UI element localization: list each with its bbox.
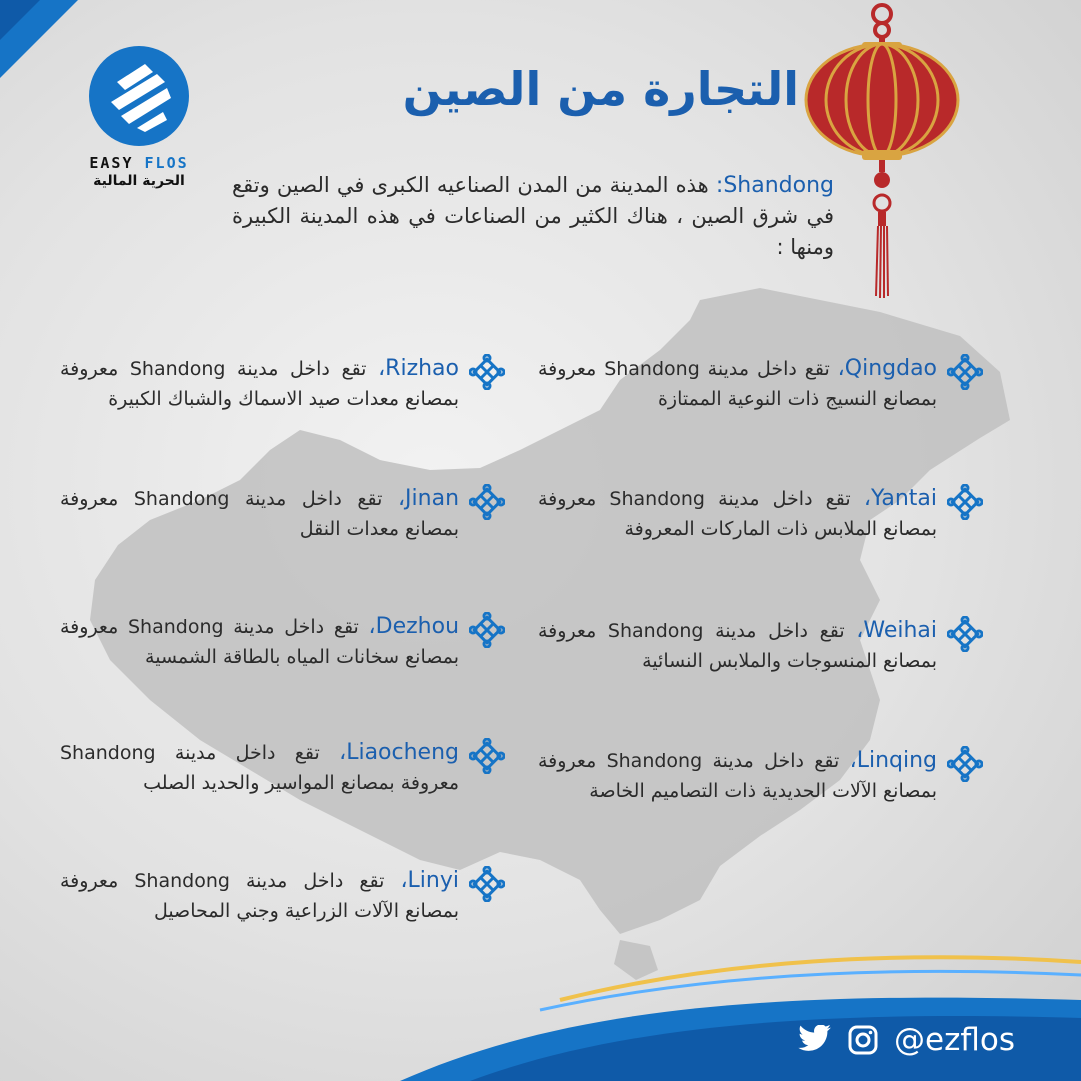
city-name: Yantai، [863,486,937,511]
brand-name-part1: EASY [89,154,134,172]
brand-name-en [84,154,194,172]
city-description [538,746,937,806]
city-description [60,484,459,544]
city-name: Weihai، [856,618,938,643]
list-item-qingdao [538,354,983,414]
social-footer [798,1022,1015,1058]
city-description [60,354,459,414]
chinese-knot-icon [947,354,983,390]
city-name: Qingdao، [837,356,938,381]
chinese-knot-icon [947,746,983,782]
city-name: Jinan، [397,486,460,511]
chinese-knot-icon [469,866,505,902]
instagram-icon[interactable] [848,1025,878,1055]
list-item-weihai [538,616,983,676]
city-details: تقع داخل مدينة Shandong معروفة بمصانع المنسوجات والملابس النسائية [538,620,937,672]
city-name: Rizhao، [378,356,460,381]
city-details: تقع داخل مدينة Shandong معروفة بمصانع الآلات الزراعية وجني المحاصيل [60,870,459,922]
list-item-linqing [538,746,983,806]
list-item-dezhou [60,612,505,672]
city-description [538,354,937,414]
twitter-icon[interactable] [798,1025,832,1055]
city-details: تقع داخل مدينة Shandong معروفة بمصانع النسيج ذات النوعية الممتازة [538,358,937,410]
brand-name-ar: الحرية المالية [93,173,185,189]
city-name: Linqing، [849,748,938,773]
chinese-knot-icon [469,612,505,648]
city-details: تقع داخل مدينة Shandong معروفة بمصانع معدات النقل [60,488,459,540]
page-title: التجارة من الصين [402,62,799,116]
city-description [538,616,937,676]
city-name: Linyi، [400,868,459,893]
list-item-jinan [60,484,505,544]
city-name: Dezhou، [368,614,460,639]
chinese-knot-icon [469,484,505,520]
city-details: تقع داخل مدينة Shandong معروفة بمصانع المواسير والحديد الصلب [60,742,459,794]
list-item-yantai [538,484,983,544]
social-handle[interactable]: @ezflos [894,1022,1015,1058]
brand-name-part2: FLOS [144,154,189,172]
city-name: Liaocheng، [339,740,459,765]
chinese-knot-icon [469,738,505,774]
list-item-rizhao [60,354,505,414]
chinese-knot-icon [947,484,983,520]
easy-flos-logo-icon [87,44,191,148]
city-description [60,866,459,926]
city-details: تقع داخل مدينة Shandong معروفة بمصانع الملابس ذات الماركات المعروفة [538,488,937,540]
city-details: تقع داخل مدينة Shandong معروفة بمصانع معدات صيد الاسماك والشباك الكبيرة [60,358,459,410]
list-item-liaocheng [60,738,505,798]
intro-text: هذه المدينة من المدن الصناعيه الكبرى في الصين وتقع في شرق الصين ، هناك الكثير من الصناعات في هذه المدينة الكبيرة ومنها : [232,173,834,259]
chinese-knot-icon [947,616,983,652]
list-item-linyi [60,866,505,926]
city-details: تقع داخل مدينة Shandong معروفة بمصانع الآلات الحديدية ذات التصاميم الخاصة [538,750,937,802]
intro-keyword: Shandong: [715,173,834,198]
city-description [538,484,937,544]
chinese-knot-icon [469,354,505,390]
city-description [60,612,459,672]
brand-logo [84,44,194,189]
city-details: تقع داخل مدينة Shandong معروفة بمصانع سخانات المياه بالطاقة الشمسية [60,616,459,668]
city-description [60,738,459,798]
intro-paragraph [232,170,834,263]
